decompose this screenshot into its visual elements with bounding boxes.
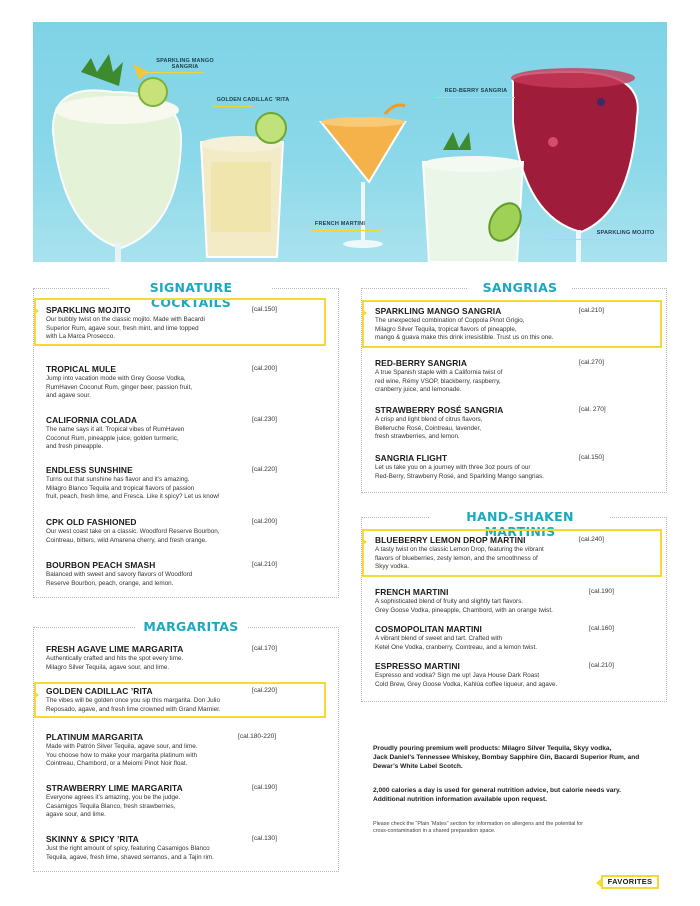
hero-image <box>33 22 667 262</box>
item-description: Balanced with sweet and savory flavors of Woodford Reserve Bourbon, peach, orange, and lemon. <box>46 571 193 587</box>
arrow-left-icon <box>596 878 602 888</box>
item-description: A vibrant blend of sweet and tart. Crafted with Ketel One Vodka, cranberry, Cointreau, and a lemon twist. <box>375 635 537 651</box>
item-calories: [cal.240] <box>579 536 604 543</box>
menu-item <box>46 364 326 401</box>
item-calories: [cal.210] <box>252 561 277 568</box>
item-calories: [cal.190] <box>589 588 614 595</box>
allergen-note: Please check the “Plain ‘Mates” section for information on allergens and the potential for cross-contamination in a shared preparation space. <box>373 821 584 835</box>
item-calories: [cal.220] <box>252 466 277 473</box>
item-name: CALIFORNIA COLADA <box>46 415 138 425</box>
menu-item <box>375 661 660 689</box>
item-description: The vibes will be golden once you sip this margarita. Don Julio Reposado, agave, and fresh lime crowned with Grand Marnier. <box>46 697 221 713</box>
callout-line <box>213 106 253 107</box>
menu-item <box>46 305 326 342</box>
callout-red-berry-sangria: RED-BERRY SANGRIA <box>444 88 508 94</box>
callout-line <box>143 72 203 73</box>
item-description: Everyone agrees it’s amazing, you be the judge. Casamigos Tequila Blanco, fresh strawberries, agave sour, and lime. <box>46 794 181 819</box>
item-description: A crisp and light blend of citrus flavors, Belleruche Rosé, Cointreau, lavender, fresh strawberries, and lemon. <box>375 416 483 441</box>
item-calories: [cal.160] <box>589 625 614 632</box>
item-calories: [cal.200] <box>252 365 277 372</box>
item-description: A true Spanish staple with a California twist of red wine, Rémy VSOP, blackberry, raspberry, cranberry juice, and lemonade. <box>375 369 503 394</box>
item-name: SPARKLING MANGO SANGRIA <box>375 306 502 316</box>
item-description: Jump into vacation mode with Grey Goose Vodka, RumHaven Coconut Rum, ginger beer, passion fruit, and agave sour. <box>46 375 192 400</box>
menu-item <box>46 732 326 769</box>
callout-french-martini: FRENCH MARTINI <box>314 221 366 227</box>
callout-golden-cadillac-rita: GOLDEN CADILLAC ’RITA <box>216 97 290 103</box>
menu-item <box>46 783 326 820</box>
item-description: The name says it all. Tropical vibes of RumHaven Coconut Rum, pineapple juice, golden turmeric, and fresh pineapple. <box>46 426 185 451</box>
item-calories: [cal.130] <box>252 835 277 842</box>
callout-line <box>545 239 655 240</box>
item-name: FRESH AGAVE LIME MARGARITA <box>46 644 184 654</box>
item-calories: [cal.210] <box>589 662 614 669</box>
favorites-tab[interactable] <box>601 875 659 889</box>
item-calories: [cal.200] <box>252 518 277 525</box>
menu-item <box>46 517 326 545</box>
menu-item <box>46 644 326 672</box>
item-calories: [cal.270] <box>579 359 604 366</box>
item-name: SANGRIA FLIGHT <box>375 453 448 463</box>
item-name: BLUEBERRY LEMON DROP MARTINI <box>375 535 526 545</box>
item-name: CPK OLD FASHIONED <box>46 517 137 527</box>
item-calories: [cal.180-220] <box>238 733 277 740</box>
item-description: Authentically crafted and hits the spot every time. Milagro Silver Tequila, agave sour, and lime. <box>46 655 184 671</box>
sparkling-mojito-glass <box>53 54 181 262</box>
item-name: GOLDEN CADILLAC ’RITA <box>46 686 153 696</box>
item-name: ENDLESS SUNSHINE <box>46 465 133 475</box>
callout-line <box>311 230 381 231</box>
item-calories: [cal.170] <box>252 645 277 652</box>
callout-line <box>435 97 515 98</box>
item-description: A tasty twist on the classic Lemon Drop, featuring the vibrant flavors of blueberries, zesty lemon, and the smoothness of Skyy vodka. <box>375 546 544 571</box>
item-description: Just the right amount of spicy, featuring Casamigos Blanco Tequila, agave, fresh lime, shaved serranos, and a Tajín rim. <box>46 845 214 861</box>
section-title-margaritas: MARGARITAS <box>135 619 247 634</box>
item-description: The unexpected combination of Coppola Pinot Grigio, Milagro Silver Tequila, tropical flavors of pineapple, mango & guava make this drink irresistible. Trust us on this one. <box>375 317 554 342</box>
item-name: PLATINUM MARGARITA <box>46 732 144 742</box>
callout-sparkling-mango-sangria: SPARKLING MANGO SANGRIA <box>156 58 214 70</box>
item-calories: [cal.230] <box>252 416 277 423</box>
item-description: Made with Patrón Silver Tequila, agave sour, and lime. You choose how to make your margarita platinum with Cointreau, Chambord, or a Meiomi Pinot Noir float. <box>46 743 198 768</box>
golden-cadillac-rita-glass <box>201 113 286 257</box>
item-name: RED-BERRY SANGRIA <box>375 358 467 368</box>
menu-item <box>375 587 660 615</box>
item-description: Turns out that sunshine has flavor and it’s amazing. Milagro Blanco Tequila and tropical flavors of passion fruit, peach, fresh lime, and Fresca. Like it spicy? Let us know! <box>46 476 220 501</box>
menu-item <box>375 306 660 343</box>
menu-item <box>375 624 660 652</box>
menu-item <box>46 465 331 502</box>
section-title-sangrias: SANGRIAS <box>468 280 572 295</box>
favorites-tab-label: FAVORITES <box>607 877 653 886</box>
item-calories: [cal.210] <box>579 307 604 314</box>
item-name: SKINNY & SPICY ’RITA <box>46 834 139 844</box>
section-title-signature: SIGNATURE COCKTAILS <box>110 280 272 310</box>
menu-item <box>46 834 326 862</box>
menu-item <box>46 686 326 714</box>
item-name: SPARKLING MOJITO <box>46 305 131 315</box>
item-calories: [cal.220] <box>252 687 277 694</box>
item-calories: [cal. 270] <box>579 406 606 413</box>
item-name: COSMOPOLITAN MARTINI <box>375 624 482 634</box>
section-title-martinis: HAND-SHAKEN MARTINIS <box>430 509 610 539</box>
callout-sparkling-mojito: SPARKLING MOJITO <box>596 230 655 236</box>
item-description: A sophisticated blend of fruity and slightly tart flavors. Grey Goose Vodka, pineapple, Chambord, with an orange twist. <box>375 598 553 614</box>
item-description: Let us take you on a journey with three 3oz pours of our Red-Berry, Strawberry Rosé, and Sparkling Mango sangrias. <box>375 464 544 480</box>
menu-item <box>375 358 660 395</box>
menu-item <box>46 415 326 452</box>
item-name: ESPRESSO MARTINI <box>375 661 460 671</box>
menu-item <box>375 535 660 572</box>
item-description: Espresso and vodka? Sign me up! Java House Dark Roast Cold Brew, Grey Goose Vodka, Kahlúa coffee liqueur, and agave. <box>375 672 558 688</box>
calorie-note: 2,000 calories a day is used for general nutrition advice, but calorie needs vary. Additional nutrition information available upon request. <box>373 787 621 803</box>
item-name: STRAWBERRY LIME MARGARITA <box>46 783 183 793</box>
mojito-front-glass <box>423 132 527 262</box>
item-description: Our west coast take on a classic. Woodford Reserve Bourbon, Cointreau, bitters, wild Amarena cherry, and fresh orange. <box>46 528 220 544</box>
item-calories: [cal.150] <box>579 454 604 461</box>
menu-item <box>375 453 660 481</box>
item-name: STRAWBERRY ROSÉ SANGRIA <box>375 405 504 415</box>
menu-item <box>46 560 326 588</box>
item-name: TROPICAL MULE <box>46 364 117 374</box>
item-calories: [cal.150] <box>252 306 277 313</box>
well-products-note: Proudly pouring premium well products: Milagro Silver Tequila, Skyy vodka, Jack Daniel’s Tennessee Whiskey, Bombay Sapphire Gin, Bacardi Superior Rum, and Dewar’s White Label Scotch. <box>373 745 640 770</box>
item-description: Our bubbly twist on the classic mojito. Made with Bacardi Superior Rum, agave sour, fresh mint, and lime topped with La Marca Prosecco. <box>46 316 205 341</box>
item-calories: [cal.190] <box>252 784 277 791</box>
item-name: FRENCH MARTINI <box>375 587 449 597</box>
menu-item <box>375 405 660 442</box>
item-name: BOURBON PEACH SMASH <box>46 560 156 570</box>
